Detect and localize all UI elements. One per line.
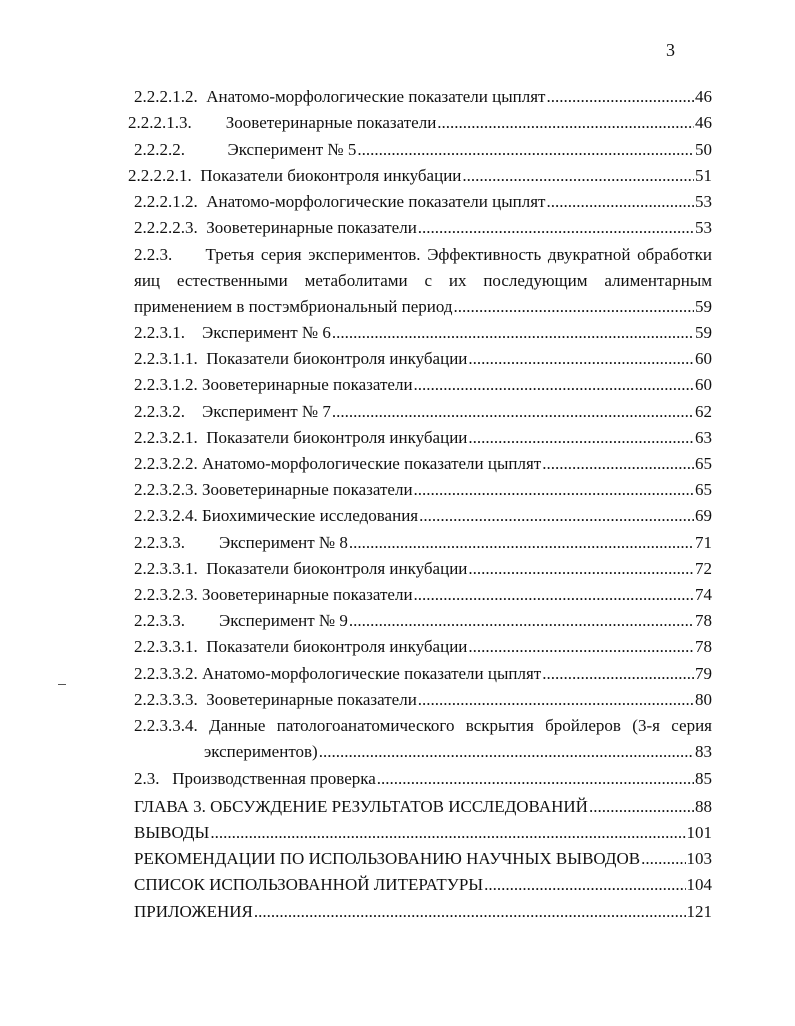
toc-entry: 2.2.2.1.3. Зооветеринарные показатели ..... 46 <box>128 112 712 134</box>
toc-entry: 2.2.3.2.4. Биохимические исследования ..... 69 <box>134 505 712 527</box>
toc-entry: экспериментов) ..... 83 <box>204 741 712 763</box>
toc-entry: 2.2.3.1. Эксперимент № 6 ..... 59 <box>134 322 712 344</box>
toc-chapter: ВЫВОДЫ ..... 101 <box>134 822 712 844</box>
toc-entry: 2.2.3.2.3. Зооветеринарные показатели ..... 74 <box>134 584 712 606</box>
toc-entry: 2.3. Производственная проверка ..... 85 <box>134 768 712 790</box>
toc-entry: 2.2.3.2.3. Зооветеринарные показатели ..... 65 <box>134 479 712 501</box>
toc-entry: 2.2.2.1.2. Анатомо-морфологические показатели цыплят ..... 53 <box>134 191 712 213</box>
toc-entry: 2.2.2.2. Эксперимент № 5 ..... 50 <box>134 139 712 161</box>
toc-entry: 2.2.3.3.3. Зооветеринарные показатели ..... 80 <box>134 689 712 711</box>
toc-entry: 2.2.3.2.2. Анатомо-морфологические показатели цыплят ..... 65 <box>134 453 712 475</box>
scan-mark <box>58 684 66 685</box>
toc-entry: 2.2.3.1.1. Показатели биоконтроля инкубации ..... 60 <box>134 348 712 370</box>
toc-entry-line: яиц естественными метаболитами с их последующим алиментарным <box>134 271 712 290</box>
toc-entry: 2.2.3.2.1. Показатели биоконтроля инкубации ..... 63 <box>134 427 712 449</box>
toc-entry: 2.2.3.1.2. Зооветеринарные показатели ..... 60 <box>134 374 712 396</box>
toc-entry: 2.2.3.3. Эксперимент № 8 ..... 71 <box>134 532 712 554</box>
toc-chapter: ГЛАВА 3. ОБСУЖДЕНИЕ РЕЗУЛЬТАТОВ ИССЛЕДОВАНИЙ ..... 88 <box>134 796 712 818</box>
page-number: 3 <box>666 40 675 60</box>
toc-entry: 2.2.2.2.1. Показатели биоконтроля инкубации ..... 51 <box>128 165 712 187</box>
toc-entry: 2.2.2.1.2. Анатомо-морфологические показатели цыплят ..... 46 <box>134 86 712 108</box>
toc-entry: 2.2.3.3.2. Анатомо-морфологические показатели цыплят ..... 79 <box>134 663 712 685</box>
toc-entry-line: 2.2.3. Третья серия экспериментов. Эффективность двукратной обработки <box>134 245 713 264</box>
toc-entry-line: 2.2.3.3.4. Данные патологоанатомического вскрытия бройлеров (3-я серия <box>134 716 712 735</box>
toc-entry: применением в постэмбриональный период ..... 59 <box>134 296 712 318</box>
toc-entry: 2.2.3.3. Эксперимент № 9 ..... 78 <box>134 610 712 632</box>
toc-chapter: ПРИЛОЖЕНИЯ ..... 121 <box>134 901 712 923</box>
toc-entry: 2.2.3.3.1. Показатели биоконтроля инкубации ..... 78 <box>134 636 712 658</box>
toc-entry: 2.2.3.2. Эксперимент № 7 ..... 62 <box>134 401 712 423</box>
toc-chapter: РЕКОМЕНДАЦИИ ПО ИСПОЛЬЗОВАНИЮ НАУЧНЫХ ВЫВОДОВ ..... 103 <box>134 848 712 870</box>
toc-entry: 2.2.3.3.1. Показатели биоконтроля инкубации ..... 72 <box>134 558 712 580</box>
toc-entry: 2.2.2.2.3. Зооветеринарные показатели ..... 53 <box>134 217 712 239</box>
toc-chapter: СПИСОК ИСПОЛЬЗОВАННОЙ ЛИТЕРАТУРЫ ..... 104 <box>134 874 712 896</box>
